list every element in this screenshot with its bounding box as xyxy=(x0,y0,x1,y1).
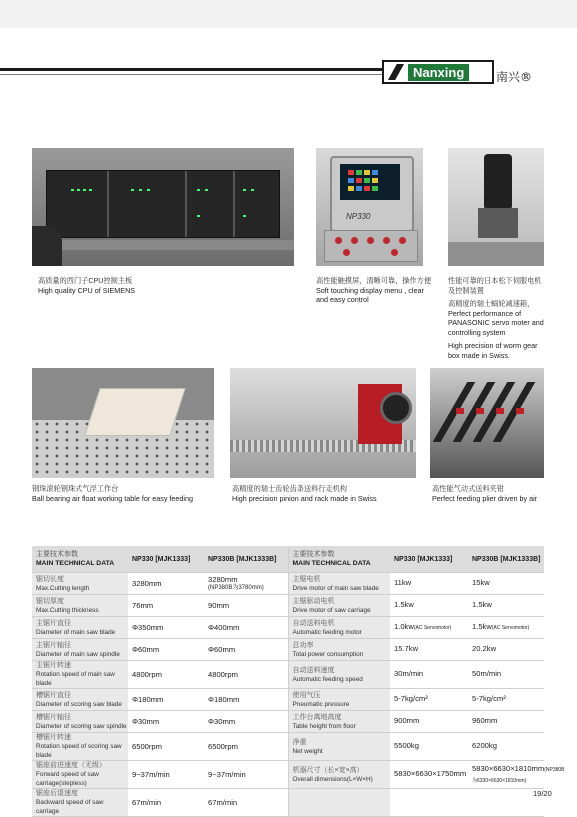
caption-en: Soft touching display menu , clear and easy control xyxy=(316,285,424,304)
led xyxy=(139,189,142,191)
param-cn: 净重 xyxy=(292,738,307,746)
value-model-a xyxy=(390,761,468,789)
param-label-right xyxy=(288,639,390,661)
screen-cell xyxy=(348,178,354,183)
cable xyxy=(32,226,62,266)
technical-data-table xyxy=(32,546,565,817)
value-main: Φ60mm xyxy=(208,645,236,654)
value-model-b xyxy=(468,689,544,711)
param-cn: 使用气压 xyxy=(292,691,321,699)
param-cn: 槽锯片转速 xyxy=(36,734,71,741)
value-main: 5830×6630×1810mm xyxy=(472,763,545,773)
param-cn: 锯座后退速度 xyxy=(36,790,78,797)
value-model-a: Φ60mm xyxy=(128,639,204,661)
value-model-b xyxy=(468,761,565,789)
value-model-a: 67m/min xyxy=(128,789,204,817)
param-en: Automatic feeding motor xyxy=(292,628,362,636)
table-row xyxy=(32,733,544,761)
value-note: (AC Servomotor) xyxy=(413,625,452,631)
display-brand: NP330 xyxy=(346,212,371,221)
value-main: 9~37m/min xyxy=(208,770,246,779)
value-main: 960mm xyxy=(472,716,498,725)
param-cn: 机器尺寸（长×宽×高） xyxy=(292,766,364,774)
screen-cell xyxy=(356,178,362,183)
table-row xyxy=(32,689,544,711)
caption-cn: 高性能气动式送料夹钳 xyxy=(432,484,504,493)
plc-module xyxy=(185,171,235,237)
param-en: Automatic feeding speed xyxy=(292,675,363,683)
table-row xyxy=(32,617,544,639)
value-model-b xyxy=(204,617,288,639)
value-model-a xyxy=(390,573,468,595)
value-model-a: Φ180mm xyxy=(128,689,204,711)
value-model-a: 4800rpm xyxy=(128,661,204,689)
value-model-b xyxy=(204,573,288,595)
led xyxy=(131,189,134,191)
control-panel xyxy=(324,230,418,262)
machine-frame xyxy=(448,242,544,266)
screen-cell xyxy=(348,186,354,191)
photo-siemens-cpu xyxy=(32,148,294,266)
param-en: Table height from floor xyxy=(292,722,356,730)
value-main: 6500rpm xyxy=(208,742,238,751)
param-en: Total power consumption xyxy=(292,650,364,658)
value-model-a xyxy=(390,789,468,817)
value-main: 3280mm xyxy=(208,574,238,584)
value-model-a xyxy=(390,595,468,617)
value-main: 15.7kw xyxy=(394,644,419,653)
value-model-a xyxy=(390,689,468,711)
screen-cell xyxy=(372,186,378,191)
photo-servo-motor xyxy=(448,148,544,266)
plc-module xyxy=(47,171,109,237)
param-en: Drive motor of main saw blade xyxy=(292,584,379,592)
param-label-right xyxy=(288,617,390,639)
value-model-a xyxy=(390,639,468,661)
header-cell xyxy=(32,546,128,573)
screen-cell xyxy=(348,170,354,175)
value-model-b xyxy=(468,639,544,661)
value-model-b xyxy=(204,661,288,689)
screen-cell xyxy=(364,178,370,183)
led xyxy=(205,189,208,191)
param-label-right xyxy=(288,711,390,733)
value-main: 20.2kw xyxy=(472,644,497,653)
table-row xyxy=(32,573,544,595)
param-cn: 总功率 xyxy=(292,641,314,649)
red-button xyxy=(343,249,350,256)
caption-en: High precision of worm gear box made in Swiss. xyxy=(448,341,538,360)
param-cn: 主锯电机 xyxy=(292,575,321,583)
value-model-a xyxy=(390,711,468,733)
caption-cn: 高精度的瑞士齿轮齿条送料行走机构 xyxy=(232,484,348,493)
param-label-right xyxy=(288,573,390,595)
value-model-b xyxy=(468,661,544,689)
param-label-right xyxy=(288,689,390,711)
param-en: Forward speed of saw carriage(stepless) xyxy=(36,771,99,787)
value-main: 1.5kw xyxy=(394,600,414,609)
value-main: 67m/min xyxy=(208,798,238,807)
value-main: 90mm xyxy=(208,601,230,610)
param-cn: 锯切长度 xyxy=(36,575,64,583)
value-model-a: 6500rpm xyxy=(128,733,204,761)
led xyxy=(243,215,246,217)
value-main: 50m/min xyxy=(472,669,502,678)
value-model-b xyxy=(468,595,544,617)
param-label-left xyxy=(32,789,128,817)
param-label-left xyxy=(32,595,128,617)
param-en: Diameter of main saw blade xyxy=(36,628,116,636)
gearbox xyxy=(478,208,518,238)
photo-feeding-plier xyxy=(430,368,544,478)
param-en: Rotation speed of main saw blade xyxy=(36,671,115,687)
caption-cn: 钢珠滚轮钢珠式气浮工作台 xyxy=(32,484,119,493)
table-row xyxy=(32,789,544,817)
header-en: MAIN TECHNICAL DATA xyxy=(292,560,371,567)
caption-servo xyxy=(448,276,548,360)
param-cn: 槽锯片直径 xyxy=(36,691,71,699)
caption-air-table xyxy=(32,484,222,503)
caption-cn: 高精度的瑞士蜗轮减速箱， xyxy=(448,299,535,308)
table-row xyxy=(32,639,544,661)
header-model-a: NP330 [MJK1333] xyxy=(128,546,204,573)
value-main: 6200kg xyxy=(472,741,497,750)
value-model-a: Φ350mm xyxy=(128,617,204,639)
logo-slash-icon xyxy=(388,64,404,80)
param-cn: 主锯片转速 xyxy=(36,662,71,669)
param-label-right xyxy=(288,789,390,817)
param-label-right xyxy=(288,595,390,617)
value-main: 5-7kg/cm² xyxy=(472,694,506,703)
clamp-red-part xyxy=(496,408,504,414)
table-row xyxy=(32,711,544,733)
photo-air-float-table xyxy=(32,368,214,478)
param-en: Pneumatic pressure xyxy=(292,700,350,708)
logo-text: Nanxing xyxy=(408,64,469,81)
table-row xyxy=(32,761,544,789)
caption-en: Perfect performance of PANASONIC servo moter and controlling system xyxy=(448,308,544,337)
value-note: (NP380B为3780mm) xyxy=(208,584,264,591)
value-main: 900mm xyxy=(394,716,420,725)
plc-module xyxy=(107,171,187,237)
servo-motor xyxy=(484,154,512,210)
wood-board xyxy=(84,388,186,436)
value-model-b xyxy=(468,733,544,761)
value-model-b xyxy=(468,617,544,639)
caption-en: High precision pinion and rack made in Swiss xyxy=(232,493,377,503)
led xyxy=(147,189,150,191)
value-model-a: 9~37m/min xyxy=(128,761,204,789)
param-en: Max.Cutting length xyxy=(36,584,90,592)
param-label-left xyxy=(32,711,128,733)
value-main: 1.5kw xyxy=(472,622,492,631)
value-model-a xyxy=(390,661,468,689)
din-rail xyxy=(32,240,294,250)
header-cn: 主要技术参数 xyxy=(36,551,78,558)
caption-display xyxy=(316,276,434,305)
param-en: Backward speed of saw carriage xyxy=(36,799,104,815)
value-model-a xyxy=(390,617,468,639)
param-en: Overall dimensions(L×W×H) xyxy=(292,775,373,783)
table-row xyxy=(32,661,544,689)
logo-chinese-name: 南兴® xyxy=(496,70,533,84)
top-band xyxy=(0,0,577,28)
value-model-a xyxy=(390,733,468,761)
param-en: Rotation speed of scoring saw blade xyxy=(36,743,122,759)
screen-cell xyxy=(356,186,362,191)
param-cn: 锯座前进速度（无级） xyxy=(36,762,106,769)
param-label-right xyxy=(288,761,390,789)
screen-cell xyxy=(364,170,370,175)
param-label-left xyxy=(32,617,128,639)
touch-screen xyxy=(340,164,400,200)
value-main: 30m/min xyxy=(394,669,424,678)
clamp-red-part xyxy=(476,408,484,414)
led xyxy=(71,189,74,191)
value-model-b xyxy=(204,733,288,761)
value-model-b xyxy=(204,789,288,817)
param-cn: 自动送料速度 xyxy=(292,666,335,674)
led xyxy=(197,215,200,217)
caption-cn: 高性能触摸屏，清晰可靠，操作方便 xyxy=(316,276,432,285)
param-label-left xyxy=(32,733,128,761)
caption-siemens xyxy=(38,276,278,295)
caption-cn: 性能可靠的日本松下伺服电机及控制装置 xyxy=(448,276,542,295)
value-main: 5500kg xyxy=(394,741,419,750)
value-main: Φ400mm xyxy=(208,623,240,632)
param-cn: 主锯驱动电机 xyxy=(292,597,335,605)
page-number: 19/20 xyxy=(533,789,552,798)
param-en: Net weight xyxy=(292,747,323,755)
brand-logo xyxy=(382,60,494,84)
header-model-b: NP330B [MJK1333B] xyxy=(204,546,288,573)
screen-cell xyxy=(372,170,378,175)
header-cell xyxy=(288,546,390,573)
param-en: Diameter of scoring saw spindle xyxy=(36,722,127,730)
value-note: (NP380B为6330×6630×1810mm) xyxy=(472,766,565,784)
param-en: Diameter of scoring saw blade xyxy=(36,700,122,708)
caption-en: Ball bearing air float working table for easy feeding xyxy=(32,493,194,503)
value-model-b xyxy=(204,711,288,733)
led xyxy=(251,189,254,191)
param-cn: 主锯片轴径 xyxy=(36,641,71,649)
screen-cell xyxy=(364,186,370,191)
value-main: 15kw xyxy=(472,578,490,587)
monitor xyxy=(330,156,414,232)
param-cn: 工作台离地高度 xyxy=(292,713,342,721)
param-cn: 自动送料电机 xyxy=(292,619,335,627)
param-cn: 主锯片直径 xyxy=(36,619,71,627)
value-main: Φ180mm xyxy=(208,695,240,704)
red-button xyxy=(383,237,390,244)
header-model-b: NP330B [MJK1333B] xyxy=(468,546,544,573)
header-en: MAIN TECHNICAL DATA xyxy=(36,560,115,567)
param-label-left xyxy=(32,761,128,789)
caption-plier xyxy=(432,484,552,503)
led xyxy=(89,189,92,191)
param-cn: 锯切厚度 xyxy=(36,597,64,605)
value-model-b xyxy=(204,639,288,661)
value-model-b xyxy=(204,595,288,617)
value-model-a: 3280mm xyxy=(128,573,204,595)
red-button xyxy=(367,237,374,244)
clamp-red-part xyxy=(516,408,524,414)
value-main: 1.0kw xyxy=(394,622,414,631)
value-main: 5830×6630×1750mm xyxy=(394,769,467,778)
screen-cell xyxy=(356,170,362,175)
value-model-a: 76mm xyxy=(128,595,204,617)
led xyxy=(77,189,80,191)
table-row xyxy=(32,595,544,617)
value-model-b xyxy=(204,689,288,711)
screen-cell xyxy=(372,178,378,183)
red-button xyxy=(391,249,398,256)
value-model-b xyxy=(204,761,288,789)
plc-unit xyxy=(46,170,280,238)
param-en: Diameter of main saw spindle xyxy=(36,650,120,658)
photo-pinion-rack xyxy=(230,368,416,478)
pinion-gear xyxy=(380,392,412,424)
red-button xyxy=(335,237,342,244)
header-cn: 主要技术参数 xyxy=(292,551,335,558)
value-note: (AC Servomotor) xyxy=(491,625,530,631)
value-main: 4800rpm xyxy=(208,670,238,679)
clamp-red-part xyxy=(456,408,464,414)
header-model-a: NP330 [MJK1333] xyxy=(390,546,468,573)
caption-cn: 高质量的西门子CPU控制主板 xyxy=(38,276,133,285)
value-main: 11kw xyxy=(394,578,412,587)
param-label-left xyxy=(32,639,128,661)
value-main: 1.5kw xyxy=(472,600,492,609)
value-model-b xyxy=(468,573,544,595)
value-main: 5-7kg/cm² xyxy=(394,694,428,703)
value-main: Φ30mm xyxy=(208,717,236,726)
led xyxy=(197,189,200,191)
led xyxy=(243,189,246,191)
photo-touch-display xyxy=(316,148,423,266)
param-label-left xyxy=(32,573,128,595)
caption-en: High quality CPU of SIEMENS xyxy=(38,285,136,295)
red-button xyxy=(351,237,358,244)
param-label-left xyxy=(32,689,128,711)
value-model-b xyxy=(468,711,544,733)
param-en: Drive motor of saw carriage xyxy=(292,606,371,614)
table-header-row xyxy=(32,546,544,573)
param-label-left xyxy=(32,661,128,689)
led xyxy=(83,189,86,191)
param-label-right xyxy=(288,661,390,689)
param-label-right xyxy=(288,733,390,761)
caption-pinion xyxy=(232,484,422,503)
value-model-a: Φ30mm xyxy=(128,711,204,733)
red-button xyxy=(399,237,406,244)
param-en: Max.Cutting thickness xyxy=(36,606,99,614)
caption-en: Perfect feeding plier driven by air xyxy=(432,493,538,503)
param-cn: 槽锯片轴径 xyxy=(36,713,71,721)
